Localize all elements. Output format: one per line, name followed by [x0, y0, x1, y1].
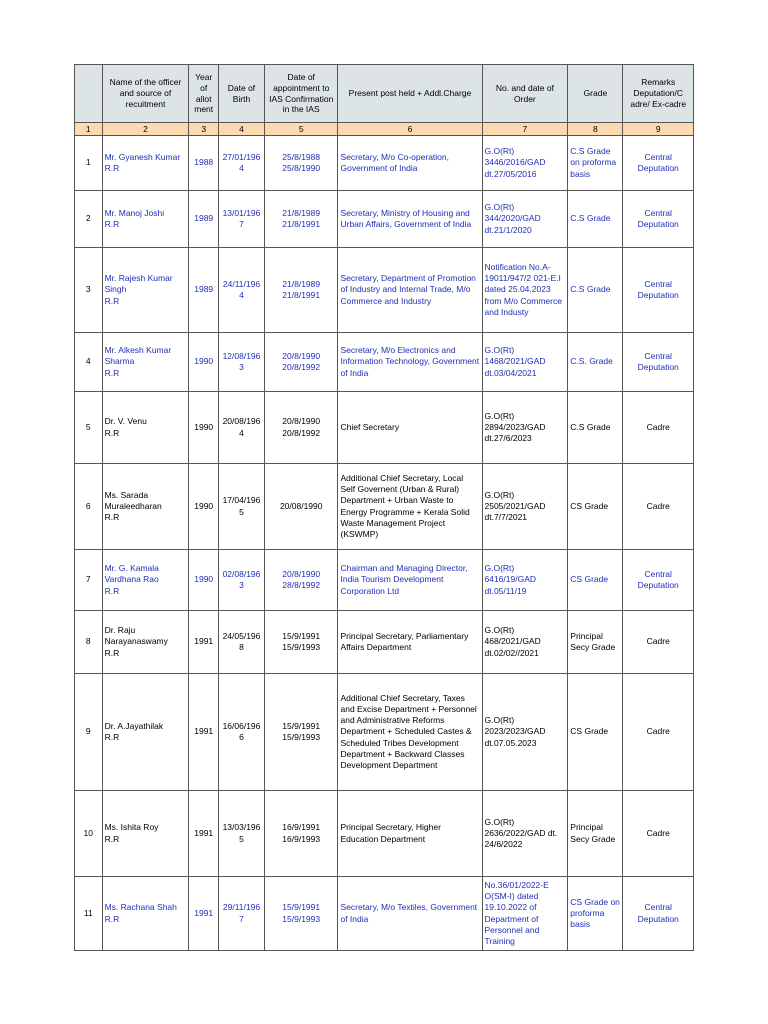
- officer-name: Mr. G. Kamala Vardhana Rao: [104, 563, 159, 585]
- table-row: [75, 191, 694, 248]
- appointment-date: 20/8/1992: [282, 427, 321, 438]
- appointment-dates-cell: [264, 333, 338, 392]
- grade-cell: C.S Grade: [568, 248, 623, 333]
- officer-name-cell: [102, 791, 189, 877]
- header-doa: Date of appointment to IAS Confirmation in the IAS: [264, 65, 338, 123]
- allotment-year-cell: 1989: [189, 248, 219, 333]
- recruitment-source: R.R: [104, 367, 120, 378]
- allotment-year-cell: 1989: [189, 191, 219, 248]
- date-of-birth-cell: 16/06/1966: [219, 674, 265, 791]
- serial-number-cell: 1: [75, 136, 103, 191]
- table-row: [75, 333, 694, 392]
- officer-name: Mr. Alkesh Kumar Sharma: [104, 345, 172, 367]
- allotment-year-cell: 1990: [189, 464, 219, 550]
- order-number-cell: G.O(Rt) 3446/2016/GAD dt.27/05/2016: [482, 136, 568, 191]
- present-post-cell: Secretary, Department of Promotion of Industry and Internal Trade, M/o Commerce and Industry: [338, 248, 482, 333]
- allotment-year-cell: 1990: [189, 392, 219, 464]
- serial-number-cell: 4: [75, 333, 103, 392]
- appointment-date: 21/8/1989: [282, 207, 321, 218]
- officer-name: Ms. Rachana Shah: [104, 902, 177, 913]
- column-number: 9: [623, 123, 694, 136]
- officer-name: Mr. Rajesh Kumar Singh: [104, 273, 173, 295]
- appointment-dates-cell: [264, 791, 338, 877]
- order-number-cell: G.O(Rt) 1468/2021/GAD dt.03/04/2021: [482, 333, 568, 392]
- ias-officers-table: [74, 64, 694, 951]
- date-of-birth-cell: 24/05/1968: [219, 611, 265, 674]
- appointment-date: 20/08/1990: [279, 500, 323, 511]
- table-row: [75, 392, 694, 464]
- appointment-date: 15/9/1993: [282, 732, 321, 742]
- allotment-year-cell: 1991: [189, 877, 219, 951]
- date-of-birth-cell: 13/03/1965: [219, 791, 265, 877]
- order-number-cell: G.O(Rt) 2894/2023/GAD dt.27/6/2023: [482, 392, 568, 464]
- officer-name-cell: [102, 464, 189, 550]
- appointment-date: 20/8/1990: [282, 416, 321, 427]
- appointment-date: 28/8/1992: [282, 580, 321, 590]
- serial-number-cell: 3: [75, 248, 103, 333]
- remarks-cell: Central Deputation: [623, 877, 694, 951]
- table-row: [75, 136, 694, 191]
- remarks-cell: Central Deputation: [623, 248, 694, 333]
- serial-number-cell: 10: [75, 791, 103, 877]
- column-number: 5: [264, 123, 338, 136]
- serial-number-cell: 5: [75, 392, 103, 464]
- date-of-birth-cell: 13/01/1967: [219, 191, 265, 248]
- serial-number-cell: 11: [75, 877, 103, 951]
- table-row: [75, 550, 694, 611]
- officer-name: Ms. Sarada Muraleedharan: [104, 489, 162, 511]
- header-grade: Grade: [568, 65, 623, 123]
- officer-name: Mr. Manoj Joshi: [104, 207, 165, 218]
- allotment-year-cell: 1990: [189, 550, 219, 611]
- present-post-cell: Secretary, M/o Electronics and Information Technology, Government of India: [338, 333, 482, 392]
- present-post-cell: Secretary, Ministry of Housing and Urban Affairs, Government of India: [338, 191, 482, 248]
- recruitment-source: R.R: [104, 913, 120, 924]
- officer-name: Dr. Raju Narayanaswamy: [104, 625, 168, 647]
- remarks-cell: Central Deputation: [623, 136, 694, 191]
- recruitment-source: R.R: [104, 512, 120, 523]
- date-of-birth-cell: 02/08/1963: [219, 550, 265, 611]
- allotment-year-cell: 1991: [189, 674, 219, 791]
- appointment-date: 20/8/1990: [282, 350, 321, 361]
- column-number-row: [75, 123, 694, 136]
- officer-name-cell: [102, 392, 189, 464]
- header-name: Name of the officer and source of recuitment: [102, 65, 189, 123]
- serial-number-cell: 7: [75, 550, 103, 611]
- remarks-cell: Central Deputation: [623, 550, 694, 611]
- order-number-cell: Notification No.A-19011/947/2 021-E.I dated 25.04.2023 from M/o Commerce and Industy: [482, 248, 568, 333]
- table-body: [75, 136, 694, 951]
- appointment-date: 16/9/1993: [282, 833, 321, 844]
- recruitment-source: R.R: [104, 732, 120, 742]
- officer-name: Dr. V. Venu: [104, 416, 147, 427]
- recruitment-source: R.R: [104, 833, 120, 844]
- remarks-cell: Cadre: [623, 392, 694, 464]
- order-number-cell: G.O(Rt) 468/2021/GAD dt.02/02//2021: [482, 611, 568, 674]
- remarks-cell: Cadre: [623, 464, 694, 550]
- serial-number-cell: 2: [75, 191, 103, 248]
- present-post-cell: Chairman and Managing Director, India Tourism Development Corporation Ltd: [338, 550, 482, 611]
- appointment-date: 15/9/1991: [282, 720, 321, 731]
- appointment-dates-cell: [264, 136, 338, 191]
- appointment-dates-cell: [264, 877, 338, 951]
- header-row: [75, 65, 694, 123]
- officer-name-cell: [102, 550, 189, 611]
- officer-name: Dr. A.Jayathilak: [104, 720, 164, 731]
- grade-cell: CS Grade on proforma basis: [568, 877, 623, 951]
- date-of-birth-cell: 27/01/1964: [219, 136, 265, 191]
- column-number: 3: [189, 123, 219, 136]
- appointment-date: 15/9/1993: [282, 913, 321, 924]
- table-row: [75, 248, 694, 333]
- grade-cell: CS Grade: [568, 550, 623, 611]
- appointment-dates-cell: [264, 550, 338, 611]
- appointment-dates-cell: [264, 248, 338, 333]
- recruitment-source: R.R: [104, 427, 120, 438]
- officer-name-cell: [102, 191, 189, 248]
- remarks-cell: Central Deputation: [623, 333, 694, 392]
- column-number: 8: [568, 123, 623, 136]
- recruitment-source: R.R: [104, 585, 120, 596]
- table-row: [75, 877, 694, 951]
- appointment-date: 16/9/1991: [282, 822, 321, 833]
- appointment-dates-cell: [264, 611, 338, 674]
- recruitment-source: R.R: [104, 219, 120, 229]
- order-number-cell: G.O(Rt) 2023/2023/GAD dt.07.05.2023: [482, 674, 568, 791]
- remarks-cell: Central Deputation: [623, 191, 694, 248]
- appointment-date: 15/9/1993: [282, 642, 321, 652]
- grade-cell: C.S Grade: [568, 392, 623, 464]
- header-sl: [75, 65, 103, 123]
- grade-cell: CS Grade: [568, 674, 623, 791]
- recruitment-source: R.R: [104, 163, 120, 173]
- order-number-cell: G.O(Rt) 6416/19/GAD dt.05/11/19: [482, 550, 568, 611]
- order-number-cell: G.O(Rt) 2505/2021/GAD dt.7/7/2021: [482, 464, 568, 550]
- officer-name-cell: [102, 333, 189, 392]
- officer-name-cell: [102, 877, 189, 951]
- recruitment-source: R.R: [104, 647, 120, 658]
- column-number: 2: [102, 123, 189, 136]
- column-number: 1: [75, 123, 103, 136]
- order-number-cell: No.36/01/2022-E O(SM-I) dated 19.10.2022 of Department of Personnel and Training: [482, 877, 568, 951]
- grade-cell: C.S Grade on proforma basis: [568, 136, 623, 191]
- grade-cell: CS Grade: [568, 464, 623, 550]
- header-remarks: Remarks Deputation/C adre/ Ex-cadre: [623, 65, 694, 123]
- appointment-date: 15/9/1991: [282, 902, 321, 913]
- appointment-date: 21/8/1991: [282, 290, 321, 300]
- appointment-date: 20/8/1990: [282, 568, 321, 579]
- officer-name: Ms. Ishita Roy: [104, 822, 159, 833]
- present-post-cell: Secretary, M/o Textiles, Government of India: [338, 877, 482, 951]
- officer-name-cell: [102, 136, 189, 191]
- header-dob: Date of Birth: [219, 65, 265, 123]
- date-of-birth-cell: 24/11/1964: [219, 248, 265, 333]
- allotment-year-cell: 1988: [189, 136, 219, 191]
- officer-name-cell: [102, 611, 189, 674]
- column-number: 6: [338, 123, 482, 136]
- officer-name-cell: [102, 248, 189, 333]
- present-post-cell: Chief Secretary: [338, 392, 482, 464]
- order-number-cell: G.O(Rt) 344/2020/GAD dt.21/1/2020: [482, 191, 568, 248]
- grade-cell: C.S Grade: [568, 191, 623, 248]
- officer-name: Mr. Gyanesh Kumar: [104, 151, 181, 162]
- header-year: Year of allot ment: [189, 65, 219, 123]
- appointment-dates-cell: [264, 191, 338, 248]
- present-post-cell: Principal Secretary, Higher Education Department: [338, 791, 482, 877]
- grade-cell: C.S. Grade: [568, 333, 623, 392]
- recruitment-source: R.R: [104, 295, 120, 306]
- column-number: 7: [482, 123, 568, 136]
- header-order: No. and date of Order: [482, 65, 568, 123]
- order-number-cell: G.O(Rt) 2636/2022/GAD dt. 24/6/2022: [482, 791, 568, 877]
- appointment-date: 25/8/1988: [282, 151, 321, 162]
- date-of-birth-cell: 29/11/1967: [219, 877, 265, 951]
- present-post-cell: Principal Secretary, Parliamentary Affairs Department: [338, 611, 482, 674]
- present-post-cell: Additional Chief Secretary, Local Self Governent (Urban & Rural) Department + Urban Waste to Energy Programme + Kerala Solid Waste Management Project (KSWMP): [338, 464, 482, 550]
- serial-number-cell: 9: [75, 674, 103, 791]
- table-row: [75, 674, 694, 791]
- grade-cell: Principal Secy Grade: [568, 791, 623, 877]
- allotment-year-cell: 1990: [189, 333, 219, 392]
- table-row: [75, 464, 694, 550]
- appointment-date: 15/9/1991: [282, 630, 321, 641]
- remarks-cell: Cadre: [623, 791, 694, 877]
- present-post-cell: Additional Chief Secretary, Taxes and Excise Department + Personnel and Administrative Reforms Department + Scheduled Castes & Scheduled Tribes Development Department + Backward Classes Development Department: [338, 674, 482, 791]
- appointment-date: 20/8/1992: [282, 362, 321, 372]
- allotment-year-cell: 1991: [189, 791, 219, 877]
- appointment-dates-cell: [264, 674, 338, 791]
- date-of-birth-cell: 12/08/1963: [219, 333, 265, 392]
- table-row: [75, 611, 694, 674]
- date-of-birth-cell: 17/04/1965: [219, 464, 265, 550]
- appointment-dates-cell: [264, 464, 338, 550]
- grade-cell: Principal Secy Grade: [568, 611, 623, 674]
- column-number: 4: [219, 123, 265, 136]
- officer-name-cell: [102, 674, 189, 791]
- serial-number-cell: 8: [75, 611, 103, 674]
- appointment-date: 25/8/1990: [282, 163, 321, 173]
- table-row: [75, 791, 694, 877]
- appointment-date: 21/8/1989: [282, 278, 321, 289]
- serial-number-cell: 6: [75, 464, 103, 550]
- present-post-cell: Secretary, M/o Co-operation, Government of India: [338, 136, 482, 191]
- remarks-cell: Cadre: [623, 674, 694, 791]
- header-post: Present post held + Addl.Charge: [338, 65, 482, 123]
- appointment-date: 21/8/1991: [282, 219, 321, 229]
- date-of-birth-cell: 20/08/1964: [219, 392, 265, 464]
- remarks-cell: Cadre: [623, 611, 694, 674]
- allotment-year-cell: 1991: [189, 611, 219, 674]
- appointment-dates-cell: [264, 392, 338, 464]
